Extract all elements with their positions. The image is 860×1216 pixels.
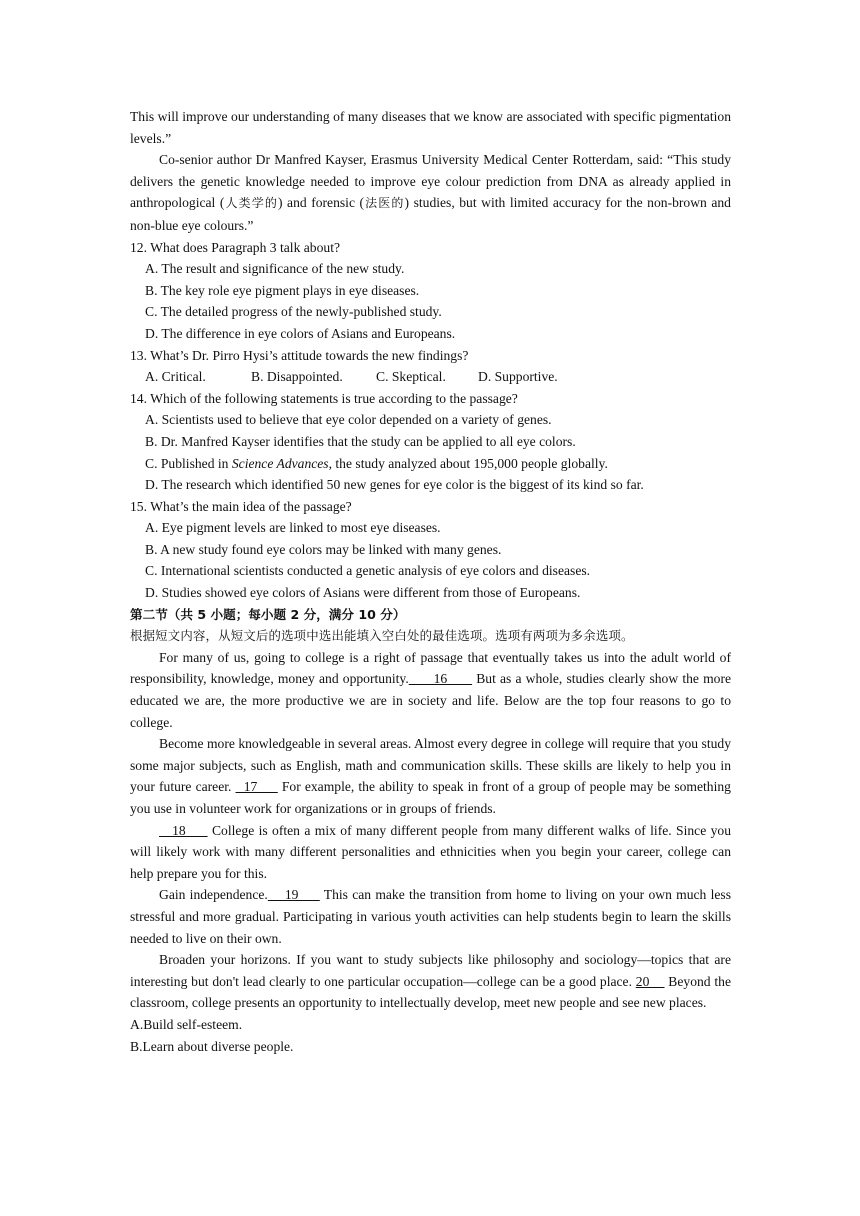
blank-18[interactable]: 18 <box>159 822 208 838</box>
text-span: ) studies, but with limited accuracy for the non-brown and non-blue eye colours.” <box>130 195 731 233</box>
text-span: College is often a mix of many different people from many different walks of life. Since you will likely work with many different personalities and ethnicities when you begin your career, college can help prepare you for this. <box>130 822 732 881</box>
question-12-option-a[interactable]: A. The result and significance of the new study. <box>145 261 405 277</box>
question-13-options <box>130 366 731 388</box>
passage-paragraph-2 <box>130 733 731 819</box>
chinese-gloss: 法医的 <box>364 196 405 211</box>
question-12-option-c[interactable]: C. The detailed progress of the newly-published study. <box>145 304 442 320</box>
text-span: , the study analyzed about 195,000 people globally. <box>328 455 608 471</box>
question-14-stem: 14. Which of the following statements is true according to the passage? <box>130 390 518 406</box>
blank-17[interactable]: 17 <box>235 779 278 795</box>
answer-option-b[interactable]: B.Learn about diverse people. <box>130 1038 294 1054</box>
blank-19[interactable]: 19 <box>267 887 320 903</box>
question-15-option-d[interactable]: D. Studies showed eye colors of Asians were different from those of Europeans. <box>145 585 581 601</box>
text-span: Co-senior author Dr Manfred Kayser, Erasmus University Medical Center Rotterdam, said: “This study delivers the genetic knowledge needed to improve eye colour prediction from DNA as already applied in anthropological ( <box>130 152 731 211</box>
text-span: Become more knowledgeable in several areas. Almost every degree in college will require that you study some major subjects, such as English, math and communication skills. These skills are likely to help you in your future career. <box>130 736 731 795</box>
section-2-instruction: 根据短文内容，从短文后的选项中选出能填入空白处的最佳选项。选项有两项为多余选项。 <box>130 628 634 644</box>
question-12-option-b[interactable]: B. The key role eye pigment plays in eye diseases. <box>145 282 420 298</box>
question-15-option-c[interactable]: C. International scientists conducted a genetic analysis of eye colors and diseases. <box>145 563 591 579</box>
question-15-option-a[interactable]: A. Eye pigment levels are linked to most eye diseases. <box>145 520 441 536</box>
question-13-option-a[interactable]: A. Critical. <box>145 369 206 385</box>
passage-paragraph-3 <box>130 820 731 885</box>
journal-title: Science Advances <box>231 455 329 471</box>
text-span: Broaden your horizons. If you want to study subjects like philosophy and sociology—topics that are interesting but don't lead clearly to one particular occupation—college can be a good place. <box>130 952 731 989</box>
question-15-option-b[interactable]: B. A new study found eye colors may be linked with many genes. <box>145 541 502 557</box>
question-14-option-d[interactable]: D. The research which identified 50 new genes for eye color is the biggest of its kind so far. <box>145 477 644 493</box>
question-14-option-a[interactable]: A. Scientists used to believe that eye color depended on a variety of genes. <box>145 412 552 428</box>
text-span: C. Published in <box>145 455 232 471</box>
paragraph-kayser-quote <box>130 149 731 236</box>
document-page <box>130 106 731 1057</box>
text-span: This can make the transition from home to living on your own much less stressful and more gradual. Participating in various youth activities can help students begin to learn the skills needed to live on their own. <box>130 887 731 946</box>
question-15-stem: 15. What’s the main idea of the passage? <box>130 498 352 514</box>
question-14-option-b[interactable]: B. Dr. Manfred Kayser identifies that the study can be applied to all eye colors. <box>145 433 576 449</box>
question-12-stem: 12. What does Paragraph 3 talk about? <box>130 239 341 255</box>
passage-paragraph-5 <box>130 949 731 1014</box>
text-span: For example, the ability to speak in front of a group of people may be something you use in volunteer work for organizations or in groups of friends. <box>130 779 731 816</box>
blank-20[interactable]: 20 <box>635 973 665 989</box>
chinese-gloss: 人类学的 <box>224 196 278 211</box>
question-13-option-d[interactable]: D. Supportive. <box>478 369 558 385</box>
question-14-option-c[interactable] <box>130 453 731 475</box>
text-span: Gain independence. <box>159 887 268 903</box>
text-span: But as a whole, studies clearly show the more educated we are, the more productive we are in society and life. Below are the top four reasons to go to college. <box>130 671 732 730</box>
passage-paragraph-4 <box>130 884 731 949</box>
section-2-heading: 第二节（共 5 小题；每小题 2 分，满分 10 分） <box>130 606 406 622</box>
question-13-stem: 13. What’s Dr. Pirro Hysi’s attitude towards the new findings? <box>130 347 469 363</box>
passage-paragraph-1 <box>130 647 731 733</box>
question-12-option-d[interactable]: D. The difference in eye colors of Asians and Europeans. <box>145 325 456 341</box>
question-13-option-b[interactable]: B. Disappointed. <box>251 369 343 385</box>
text-span: For many of us, going to college is a right of passage that eventually takes us into the adult world of responsibility, knowledge, money and opportunity. <box>130 649 731 687</box>
text-span: ) and forensic ( <box>278 195 365 211</box>
blank-16[interactable]: 16 <box>408 671 473 687</box>
question-13-option-c[interactable]: C. Skeptical. <box>376 369 446 385</box>
text-span: Beyond the classroom, college presents an opportunity to intellectually develop, meet new people and see new places. <box>130 973 731 1011</box>
answer-option-a[interactable]: A.Build self-esteem. <box>130 1016 243 1032</box>
paragraph-intro-end: This will improve our understanding of many diseases that we know are associated with specific pigmentation levels.” <box>130 109 731 146</box>
